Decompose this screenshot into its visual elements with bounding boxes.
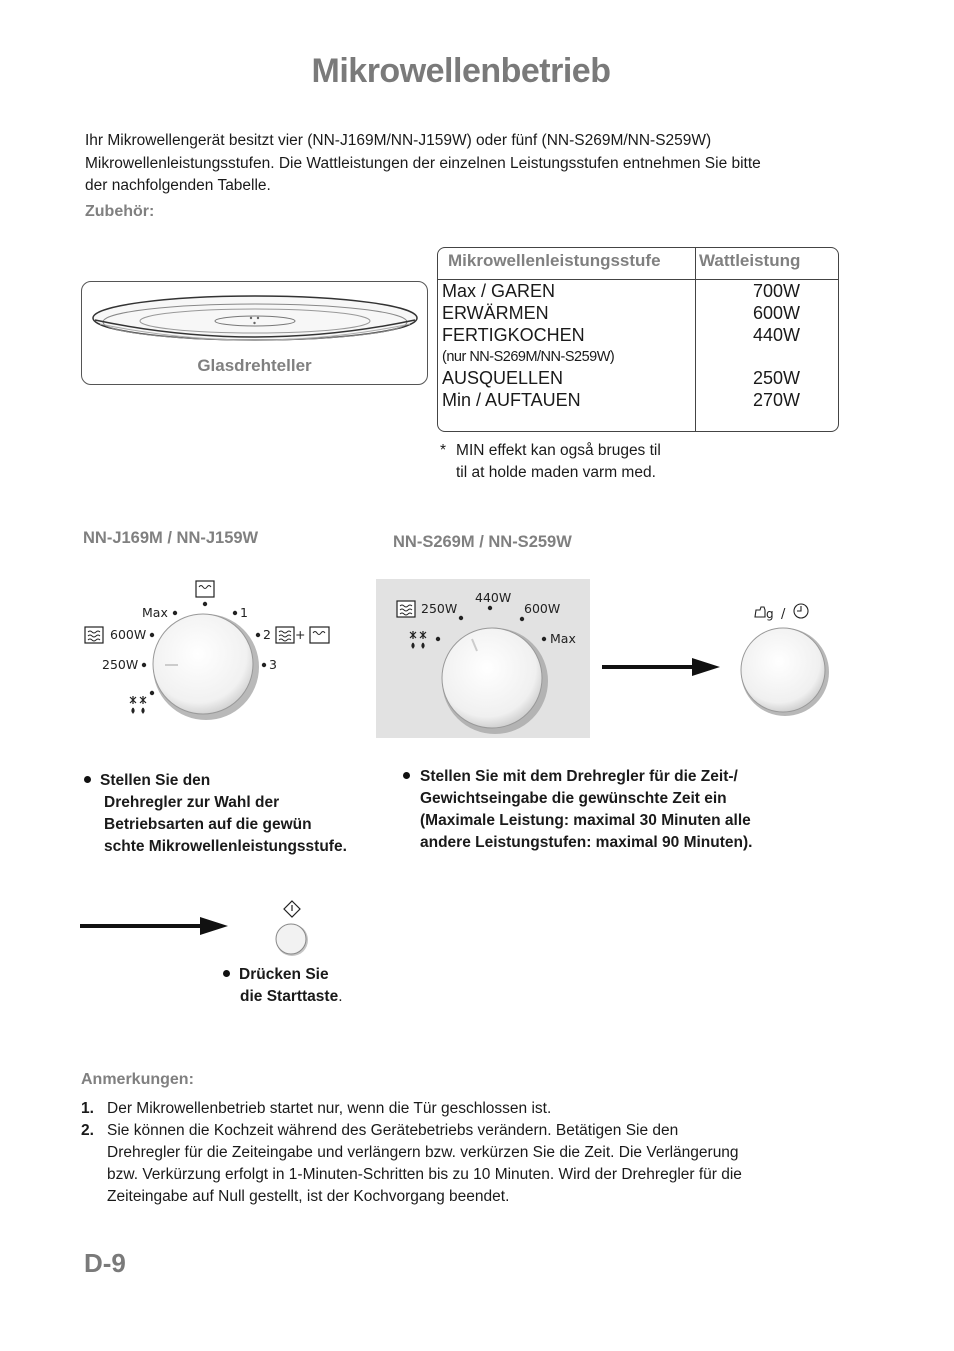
arrow-right-icon xyxy=(602,655,722,679)
footnote xyxy=(440,440,661,484)
dial-label-600w: 600W xyxy=(110,627,147,642)
table-cell-level: Min / AUFTAUEN xyxy=(442,390,581,410)
bullet-icon xyxy=(223,970,230,977)
start-icon xyxy=(284,901,300,917)
clock-icon xyxy=(794,604,808,618)
instruction-period: . xyxy=(338,988,343,1005)
page-title: Mikrowellenbetrieb xyxy=(311,52,611,90)
table-cell-level: AUSQUELLEN xyxy=(442,368,564,388)
instruction-select-power xyxy=(84,770,384,858)
instruction-set-time xyxy=(403,766,833,854)
microwave-icon xyxy=(276,627,294,643)
dial-label-max: Max xyxy=(142,605,168,620)
dial-label-250w: 250W xyxy=(421,601,458,616)
note-number: 2. xyxy=(81,1122,94,1139)
note-line: Zeiteingabe auf Null gestellt, ist der Kochvorgang beendet. xyxy=(107,1188,510,1205)
note-line: bzw. Verkürzung erfolgt in 1-Minuten-Schritten bis zu 10 Minuten. Wird der Drehregler für die xyxy=(107,1166,742,1183)
power-selector-dial[interactable] xyxy=(376,579,590,738)
intro-line: Mikrowellenleistungsstufen. Die Wattleistungen der einzelnen Leistungsstufen entnehmen Sie bitte xyxy=(85,154,761,172)
microwave-icon xyxy=(397,601,415,617)
table-cell-level: ERWÄRMEN xyxy=(442,303,549,323)
start-button[interactable] xyxy=(270,897,314,959)
table-cell-watt: 700W xyxy=(753,281,801,301)
footnote-line: MIN effekt kan også bruges til xyxy=(456,442,661,459)
weight-unit-label: g xyxy=(766,607,774,621)
note-line: Drehregler für die Zeiteingabe und verlängern bzw. verkürzen Sie die Zeit. Die Verlängerung xyxy=(107,1144,739,1161)
table-cell-watt: 600W xyxy=(753,303,801,323)
instruction-line: andere Leistungstufen: maximal 90 Minuten). xyxy=(420,834,753,851)
dial-label-440w: 440W xyxy=(475,590,512,605)
bullet-icon xyxy=(403,772,410,779)
instruction-line: Betriebsarten auf die gewün xyxy=(104,816,312,833)
microwave-icon xyxy=(85,627,103,643)
dial-label-max: Max xyxy=(550,631,576,646)
instruction-line: Stellen Sie den xyxy=(100,772,211,789)
table-header-watt: Wattleistung xyxy=(699,251,801,270)
timer-dial[interactable] xyxy=(735,600,835,720)
slash-separator: / xyxy=(781,607,786,622)
table-cell-watt: 270W xyxy=(753,390,801,410)
intro-paragraph xyxy=(85,130,855,198)
instruction-line: Gewichtseingabe die gewünschte Zeit ein xyxy=(420,790,727,807)
grill-icon xyxy=(310,627,329,643)
dial-label-1: 1 xyxy=(240,605,248,620)
note-line: Sie können die Kochzeit während des Gerätebetriebs verändern. Betätigen Sie den xyxy=(107,1122,679,1139)
notes-heading: Anmerkungen: xyxy=(81,1071,194,1088)
instruction-line: Stellen Sie mit dem Drehregler für die Zeit-/ xyxy=(420,768,738,785)
instruction-line: (Maximale Leistung: maximal 30 Minuten alle xyxy=(420,812,751,829)
defrost-icon xyxy=(410,631,426,648)
intro-line: Ihr Mikrowellengerät besitzt vier (NN-J169M/NN-J159W) oder fünf (NN-S269M/NN-S259W) xyxy=(85,132,712,149)
instruction-line: die Starttaste xyxy=(240,988,339,1005)
note-line: Der Mikrowellenbetrieb startet nur, wenn die Tür geschlossen ist. xyxy=(107,1100,552,1117)
note-number: 1. xyxy=(81,1100,94,1117)
dial-label-600w: 600W xyxy=(524,601,561,616)
table-header-level: Mikrowellenleistungsstufe xyxy=(448,251,661,270)
power-dial-panel xyxy=(376,579,590,738)
model-label-left: NN-J169M / NN-J159W xyxy=(83,529,259,547)
instruction-line: schte Mikrowellenleistungsstufe. xyxy=(104,838,347,855)
table-cell-level: Max / GAREN xyxy=(442,281,556,301)
footnote-line: til at holde maden varm med. xyxy=(456,464,656,481)
notes-list xyxy=(81,1098,841,1208)
list-item xyxy=(81,1098,841,1120)
intro-line: der nachfolgenden Tabelle. xyxy=(85,177,271,194)
instruction-line: Drehregler zur Wahl der xyxy=(104,794,280,811)
turntable-label: Glasdrehteller xyxy=(197,356,312,375)
dial-label-2: 2 xyxy=(263,627,271,642)
model-label-right: NN-S269M / NN-S259W xyxy=(393,533,572,551)
instruction-line: Drücken Sie xyxy=(239,966,329,983)
turntable-box xyxy=(81,281,428,385)
page-number: D-9 xyxy=(84,1248,126,1278)
grill-icon xyxy=(196,581,214,597)
table-cell-watt: 440W xyxy=(753,325,801,345)
arrow-right-icon xyxy=(80,914,230,938)
power-table xyxy=(437,247,839,432)
dial-label-250w: 250W xyxy=(102,657,139,672)
table-cell-note: (nur NN-S269M/NN-S259W) xyxy=(442,349,615,365)
footnote-star: * xyxy=(440,442,447,459)
bullet-icon xyxy=(84,776,91,783)
dial-label-plus: + xyxy=(295,627,306,642)
table-cell-level: FERTIGKOCHEN xyxy=(442,325,585,345)
dial-label-3: 3 xyxy=(269,657,277,672)
instruction-press-start xyxy=(223,964,423,1008)
accessories-heading: Zubehör: xyxy=(85,203,155,220)
mode-selector-dial[interactable] xyxy=(80,575,340,725)
weight-icon xyxy=(755,607,765,617)
list-item xyxy=(81,1120,841,1208)
table-cell-watt: 250W xyxy=(753,368,801,388)
defrost-icon xyxy=(130,696,146,713)
glass-turntable-icon xyxy=(90,292,420,354)
